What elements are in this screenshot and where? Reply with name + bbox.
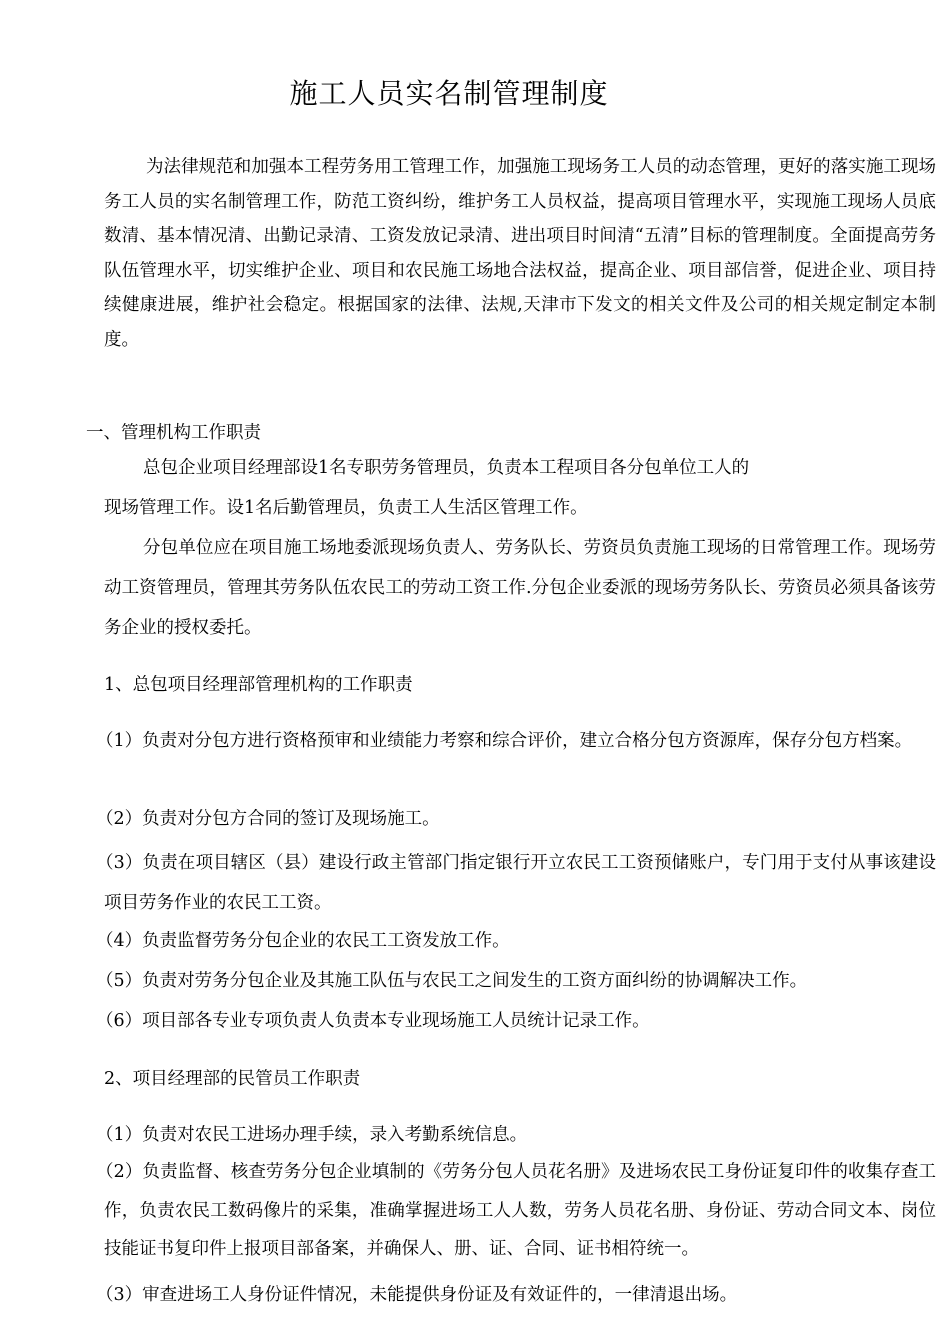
section1-paragraph1-line1: 总包企业项目经理部设1名专职劳务管理员，负责本工程项目各分包单位工人的 <box>143 458 750 478</box>
section-heading: 一、管理机构工作职责 <box>86 423 261 443</box>
list-item: （3）负责在项目辖区（县）建设行政主管部门指定银行开立农民工工资预储账户，专门用于支付从事该建设项目劳务作业的农民工工资。 <box>96 853 936 913</box>
list-item: （2）负责监督、核查劳务分包企业填制的《劳务分包人员花名册》及进场农民工身份证复印件的收集存查工作，负责农民工数码像片的采集，准确掌握进场工人人数，劳务人员花名册、身份证、劳动合同文本、岗位技能证书复印件上报项目部备案，并确保人、册、证、合同、证书相符统一。 <box>96 1162 936 1259</box>
list-item: （3）审查进场工人身份证件情况，未能提供身份证及有效证件的，一律清退出场。 <box>96 1285 738 1305</box>
section1-paragraph1-line2: 现场管理工作。设1名后勤管理员，负责工人生活区管理工作。 <box>104 498 588 518</box>
list-item: （4）负责监督劳务分包企业的农民工工资发放工作。 <box>96 931 510 951</box>
list-item: （1）负责对分包方进行资格预审和业绩能力考察和综合评价，建立合格分包方资源库，保存分包方档案。 <box>96 731 913 751</box>
subsection-heading: 2、项目经理部的民管员工作职责 <box>104 1069 361 1089</box>
list-item: （5）负责对劳务分包企业及其施工队伍与农民工之间发生的工资方面纠纷的协调解决工作。 <box>96 971 808 991</box>
document-title: 施工人员实名制管理制度 <box>289 77 609 110</box>
list-item: （2）负责对分包方合同的签订及现场施工。 <box>96 809 440 829</box>
section1-paragraph2: 分包单位应在项目施工场地委派现场负责人、劳务队长、劳资员负责施工现场的日常管理工作。现场劳动工资管理员，管理其劳务队伍农民工的劳动工资工作.分包企业委派的现场劳务队长、劳资员必须具备该劳务企业的授权委托。 <box>104 538 936 638</box>
list-item: （6）项目部各专业专项负责人负责本专业现场施工人员统计记录工作。 <box>96 1011 650 1031</box>
subsection-heading: 1、总包项目经理部管理机构的工作职责 <box>104 675 413 695</box>
intro-paragraph: 为法律规范和加强本工程劳务用工管理工作，加强施工现场务工人员的动态管理，更好的落实施工现场务工人员的实名制管理工作，防范工资纠纷，维护务工人员权益，提高项目管理水平，实现施工现场人员底数清、基本情况清、出勤记录清、工资发放记录清、进出项目时间清“五清”目标的管理制度。全面提高劳务队伍管理水平，切实维护企业、项目和农民施工场地合法权益，提高企业、项目部信誉，促进企业、项目持续健康进展，维护社会稳定。根据国家的法律、法规,天津市下发文的相关文件及公司的相关规定制定本制度。 <box>104 157 936 350</box>
list-item: （1）负责对农民工进场办理手续，录入考勤系统信息。 <box>96 1125 528 1145</box>
